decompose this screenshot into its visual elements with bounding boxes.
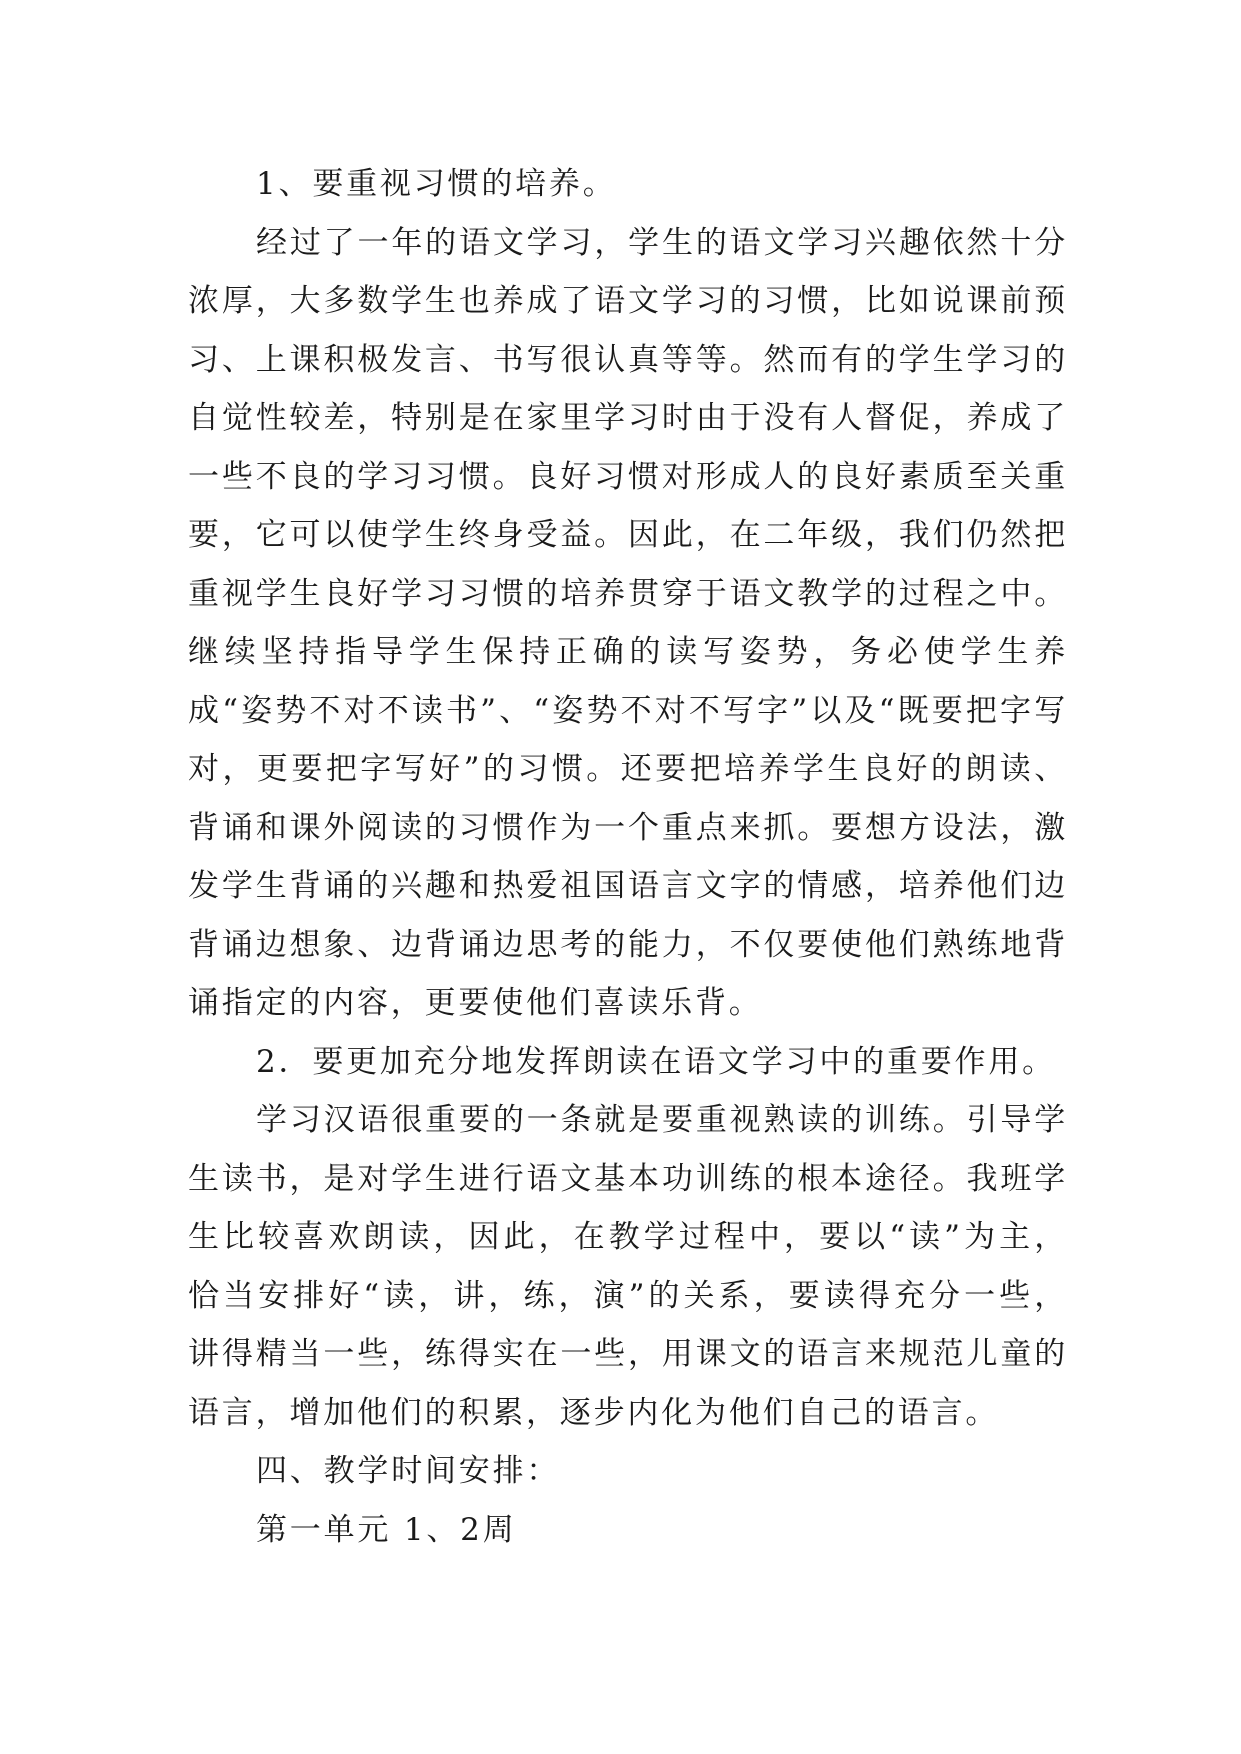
heading-habit-cultivation: 1、要重视习惯的培养。: [256, 166, 617, 202]
paragraph-habit-cultivation: 经过了一年的语文学习，学生的语文学习兴趣依然十分浓厚，大多数学生也养成了语文学习的习惯，比如说课前预习、上课积极发言、书写很认真等等。然而有的学生学习的自觉性较差，特别是在家里学习时由于没有人督促，养成了一些不良的学习习惯。良好习惯对形成人的良好素质至关重要，它可以使学生终身受益。因此，在二年级，我们仍然把重视学生良好学习习惯的培养贯穿于语文教学的过程之中。继续坚持指导学生保持正确的读写姿势，务必使学生养成“姿势不对不读书”、“姿势不对不写字”以及“既要把字写对，更要把字写好”的习惯。还要把培养学生良好的朗读、背诵和课外阅读的习惯作为一个重点来抓。要想方设法，激发学生背诵的兴趣和热爱祖国语言文字的情感，培养他们边背诵边想象、边背诵边思考的能力，不仅要使他们熟练地背诵指定的内容，更要使他们喜读乐背。: [188, 224, 1068, 1021]
document-body: [188, 155, 1068, 1559]
schedule-line-unit-1: 第一单元 1、2周: [256, 1511, 517, 1548]
heading-reading-aloud: 2．要更加充分地发挥朗读在语文学习中的重要作用。: [256, 1043, 1056, 1080]
paragraph-reading-aloud: 学习汉语很重要的一条就是要重视熟读的训练。引导学生读书，是对学生进行语文基本功训练的根本途径。我班学生比较喜欢朗读，因此，在教学过程中，要以“读”为主，恰当安排好“读，讲，练，演”的关系，要读得充分一些，讲得精当一些，练得实在一些，用课文的语言来规范儿童的语言，增加他们的积累，逐步内化为他们自己的语言。: [188, 1102, 1068, 1431]
heading-teaching-schedule: 四、教学时间安排：: [256, 1453, 561, 1489]
